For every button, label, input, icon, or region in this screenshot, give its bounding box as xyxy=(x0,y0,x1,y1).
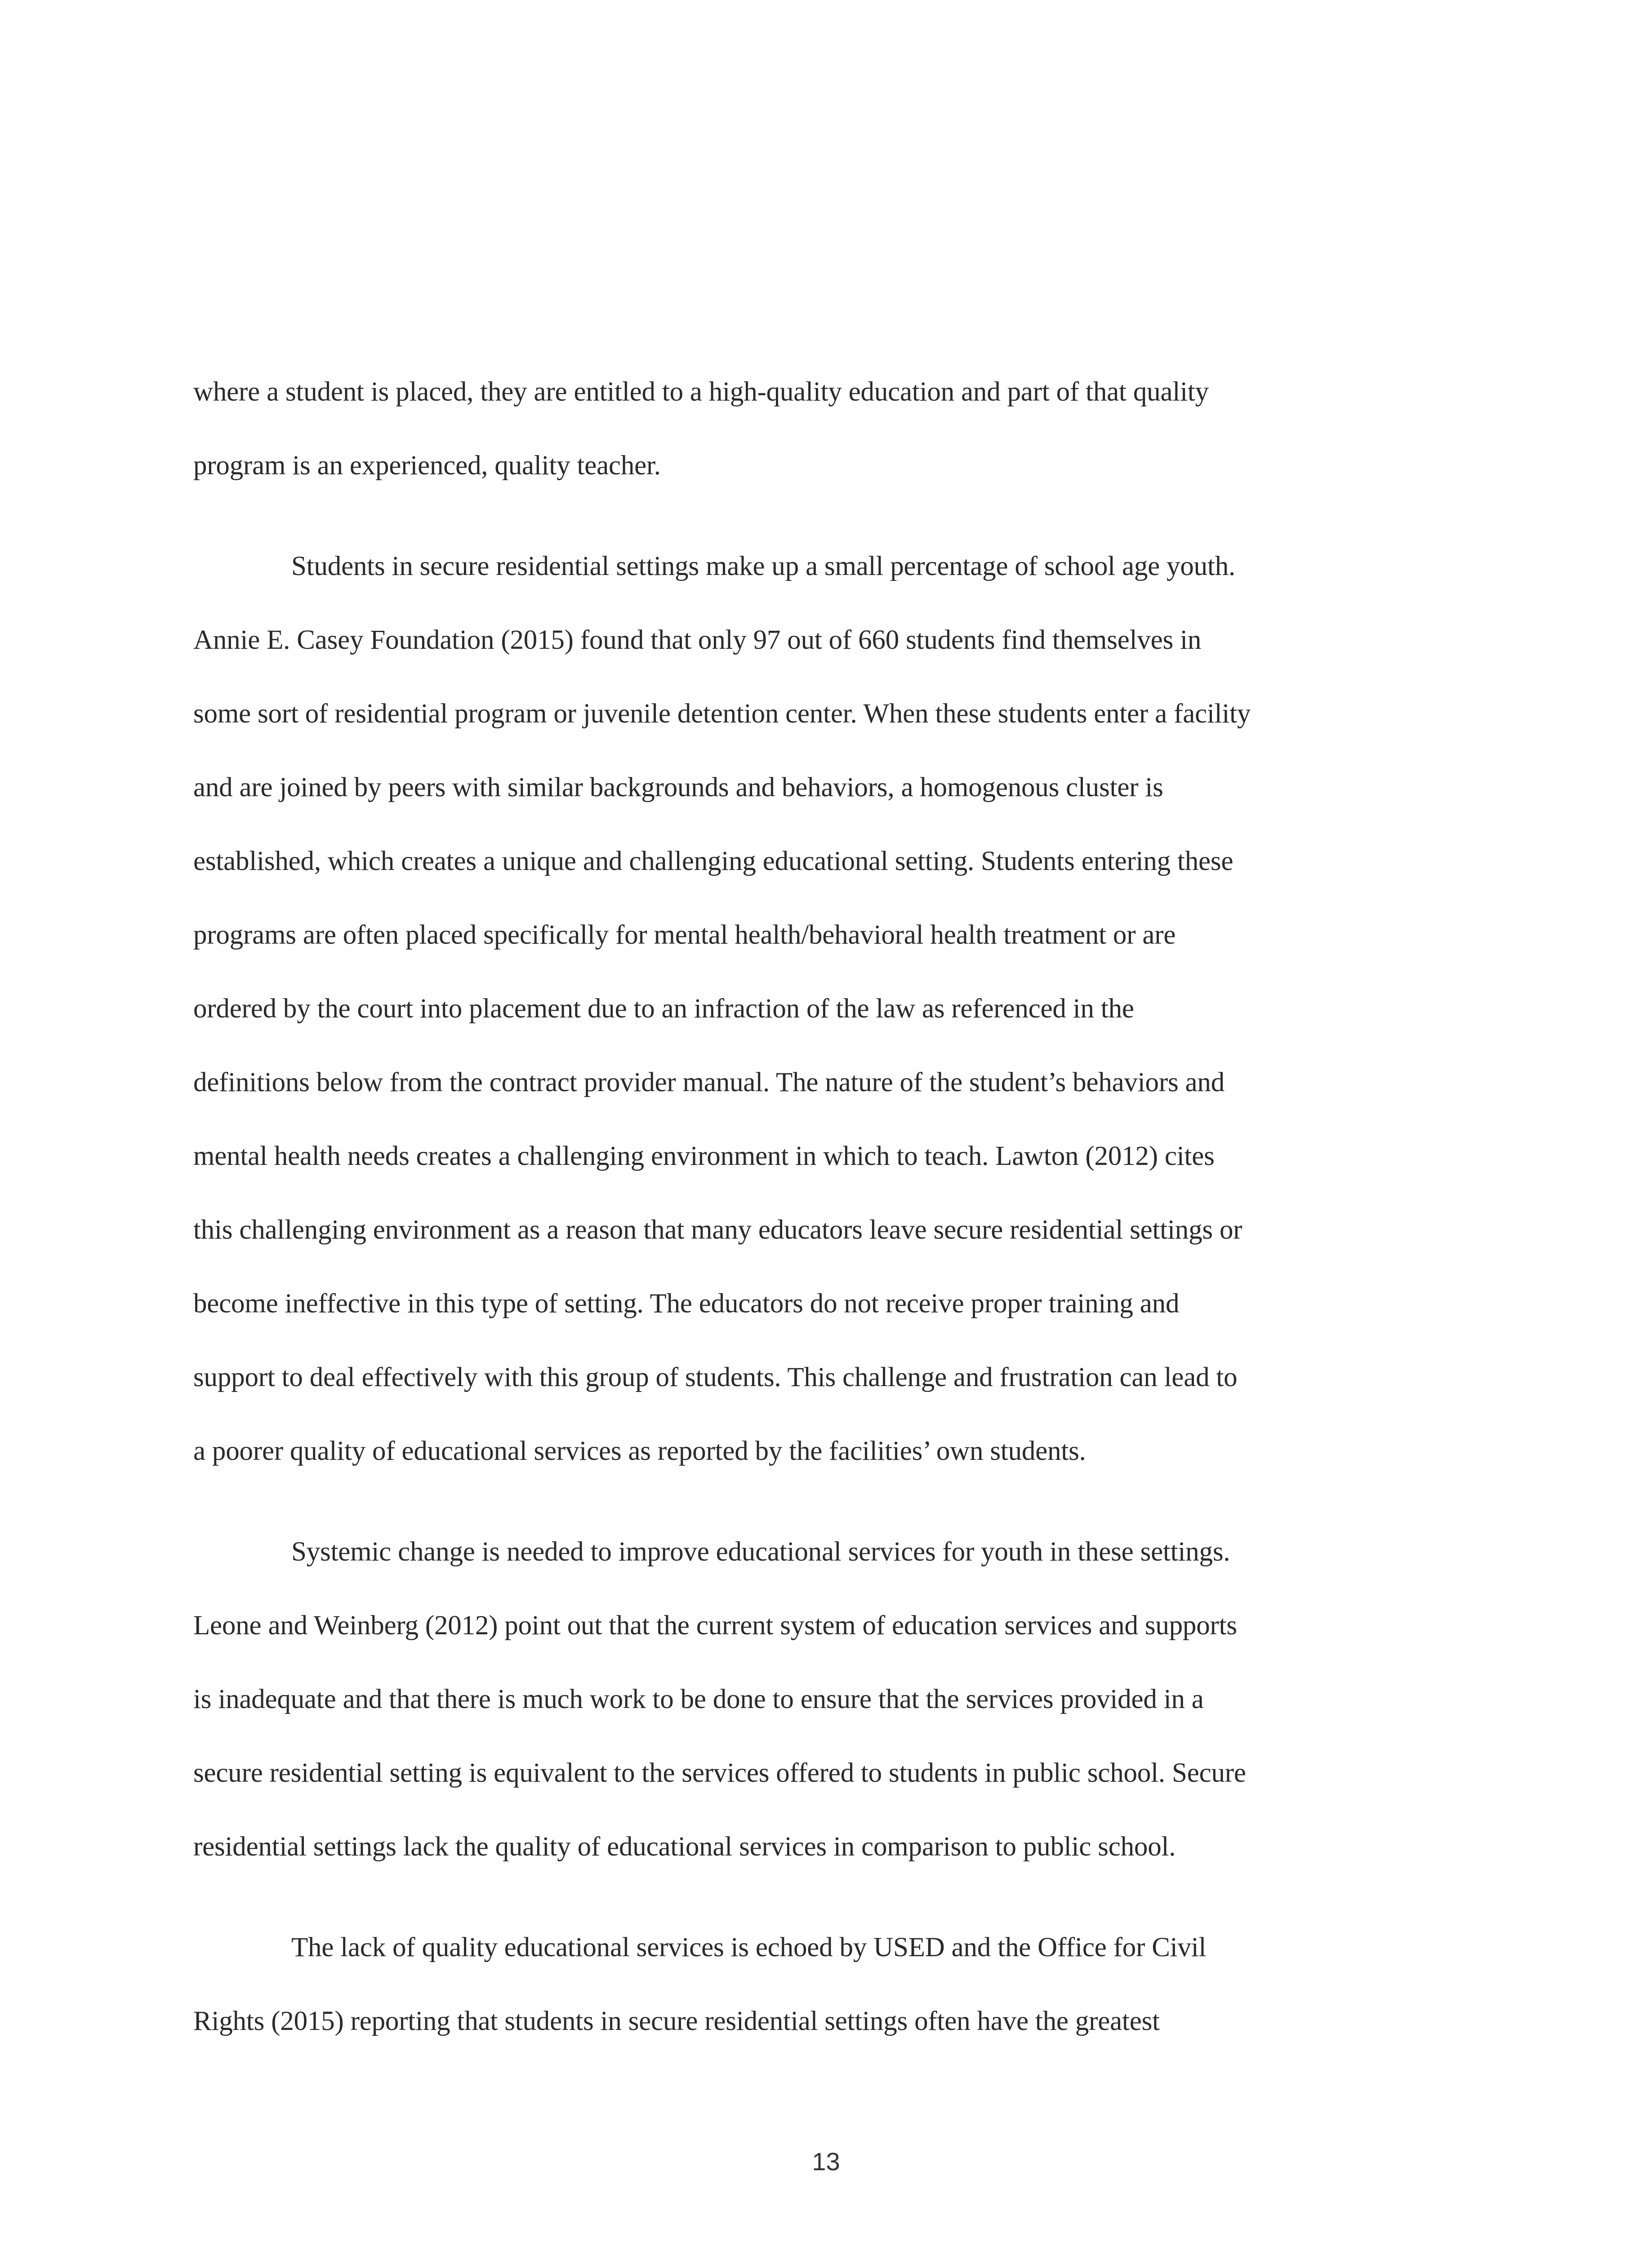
paragraph-4 xyxy=(193,1911,1461,2058)
paragraph-line: Rights (2015) reporting that students in secure residential settings often have the greatest xyxy=(193,2006,1160,2036)
paragraph-line: become ineffective in this type of setting. The educators do not receive proper training and xyxy=(193,1289,1180,1319)
paragraph-line: Systemic change is needed to improve educational services for youth in these settings. xyxy=(291,1537,1230,1567)
paragraph-2 xyxy=(193,530,1461,1488)
paragraph-line: this challenging environment as a reason that many educators leave secure residential settings or xyxy=(193,1215,1242,1245)
paragraph-line: Leone and Weinberg (2012) point out that the current system of education services and supports xyxy=(193,1610,1237,1641)
paragraph-line: programs are often placed specifically for mental health/behavioral health treatment or are xyxy=(193,920,1176,950)
paragraph-line: and are joined by peers with similar backgrounds and behaviors, a homogenous cluster is xyxy=(193,772,1163,803)
body-text xyxy=(193,355,1461,2058)
page-number: 13 xyxy=(812,2147,840,2176)
paragraph-line: secure residential setting is equivalent to the services offered to students in public school. Secure xyxy=(193,1758,1246,1788)
paragraph-line: Students in secure residential settings make up a small percentage of school age youth. xyxy=(291,551,1236,581)
paragraph-line: program is an experienced, quality teacher. xyxy=(193,450,661,481)
paragraph-line: support to deal effectively with this group of students. This challenge and frustration can lead to xyxy=(193,1362,1238,1392)
paragraph-3 xyxy=(193,1515,1461,1884)
paragraph-line: The lack of quality educational services is echoed by USED and the Office for Civil xyxy=(291,1932,1207,1963)
paragraph-line: definitions below from the contract provider manual. The nature of the student’s behaviors and xyxy=(193,1067,1225,1097)
paragraph-line: mental health needs creates a challenging environment in which to teach. Lawton (2012) cites xyxy=(193,1141,1215,1171)
paragraph-line: is inadequate and that there is much work to be done to ensure that the services provided in a xyxy=(193,1684,1204,1714)
paragraph-line: Annie E. Casey Foundation (2015) found that only 97 out of 660 students find themselves in xyxy=(193,625,1202,655)
paragraph-1 xyxy=(193,355,1461,503)
paragraph-line: where a student is placed, they are entitled to a high-quality education and part of that quality xyxy=(193,377,1209,407)
paragraph-line: a poorer quality of educational services as reported by the facilities’ own students. xyxy=(193,1436,1086,1466)
paragraph-line: ordered by the court into placement due to an infraction of the law as referenced in the xyxy=(193,994,1134,1024)
paragraph-line: established, which creates a unique and challenging educational setting. Students entering these xyxy=(193,846,1233,876)
paragraph-line: some sort of residential program or juvenile detention center. When these students enter a facility xyxy=(193,699,1251,729)
paragraph-line: residential settings lack the quality of educational services in comparison to public school. xyxy=(193,1832,1176,1862)
